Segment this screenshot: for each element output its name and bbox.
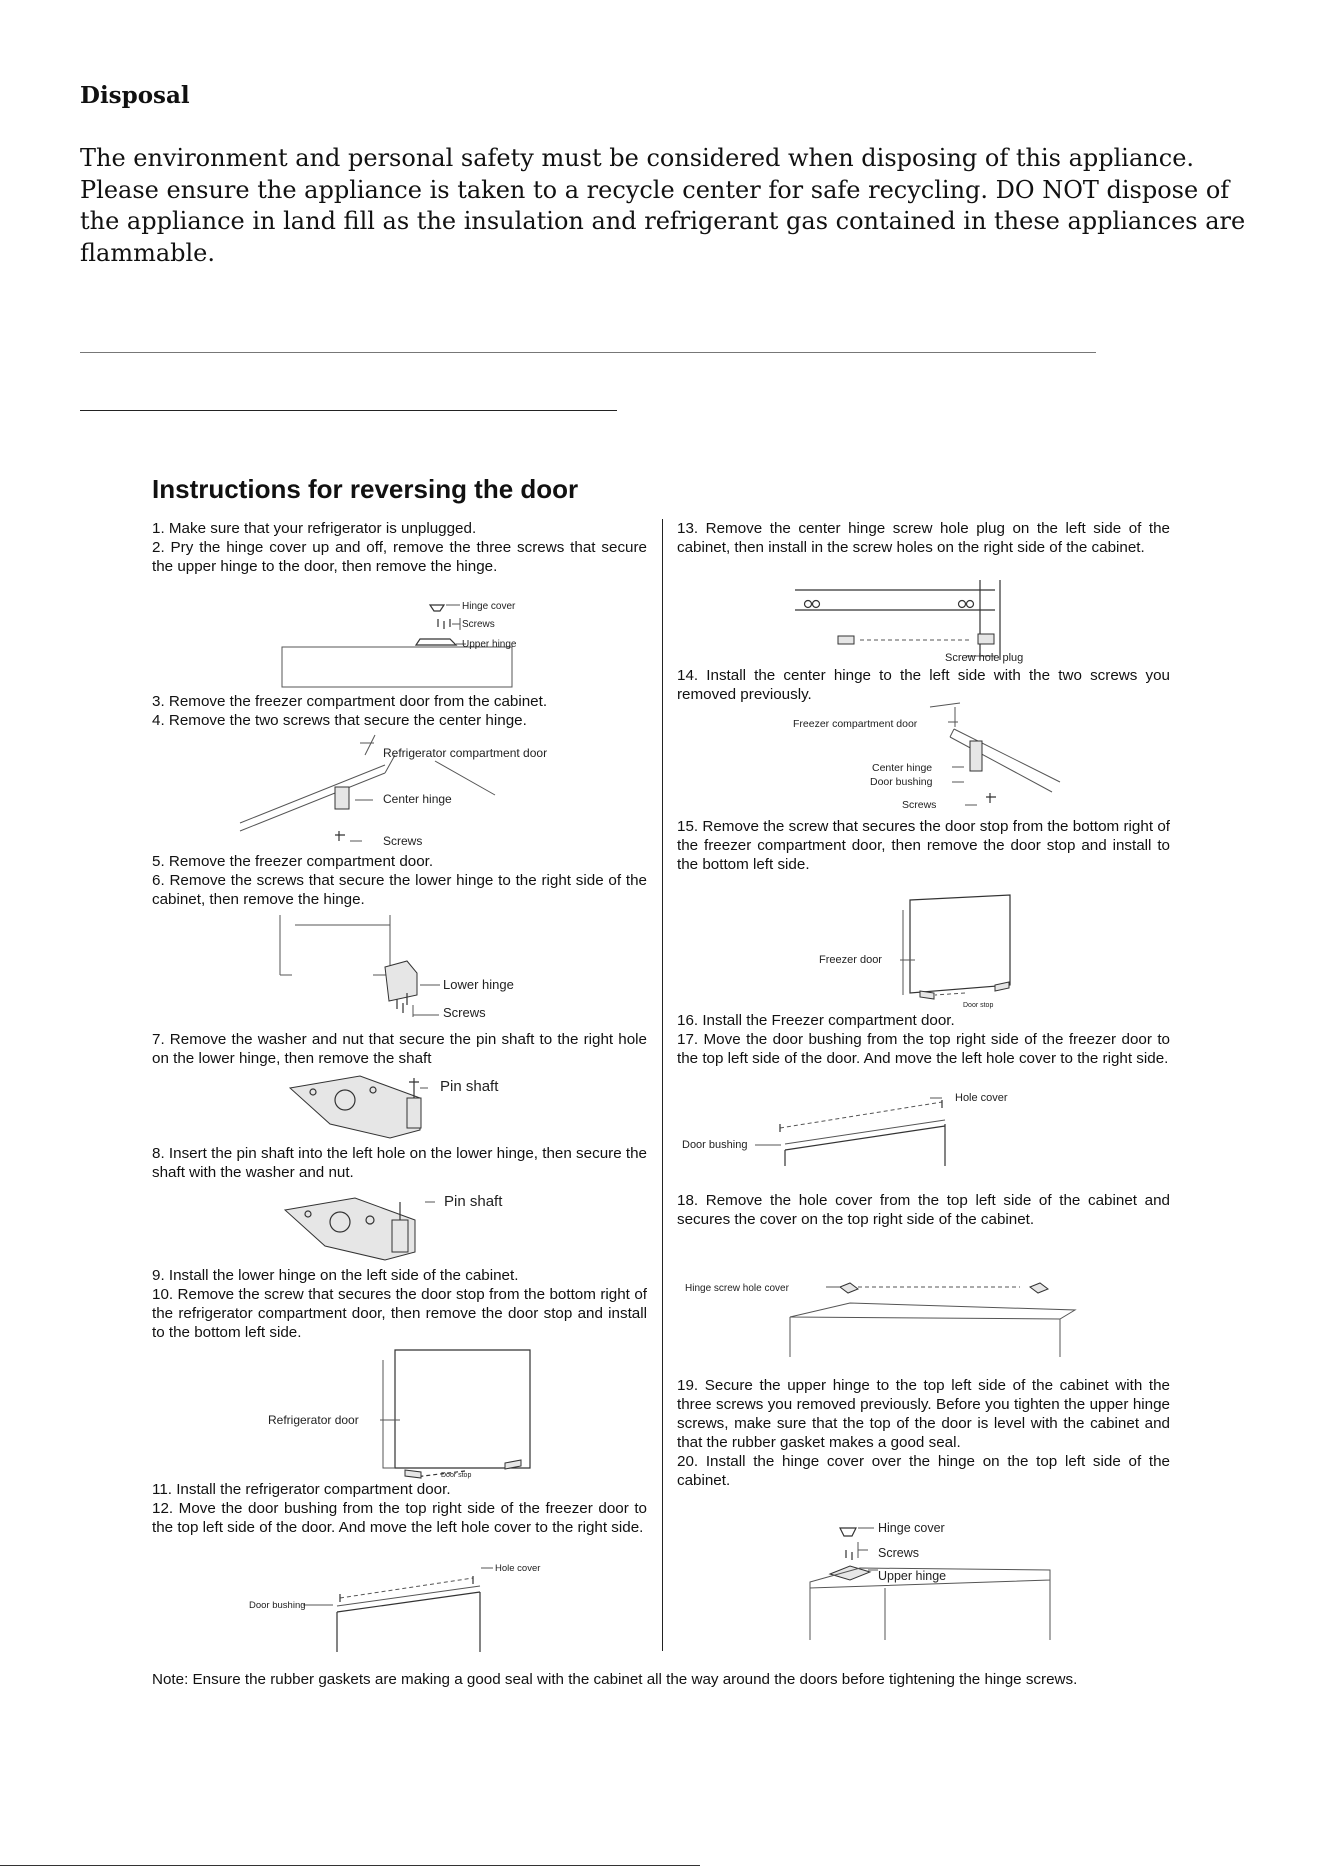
figure-lower-hinge (275, 915, 535, 1025)
label-door-bushing: Door bushing (249, 1600, 306, 1611)
label-center-hinge-right: Center hinge (872, 762, 933, 774)
step-14-text: 14. Install the center hinge to the left side with the two screws you removed previously. (677, 667, 1170, 703)
door-stop-right-b (995, 982, 1009, 991)
step-3-4 (152, 692, 647, 730)
step-8-text: 8. Insert the pin shaft into the left hole on the lower hinge, then secure the shaft with the washer and nut. (152, 1145, 647, 1181)
figure-door-bushing-right (680, 1088, 1020, 1168)
screws-shape-b (846, 1550, 852, 1560)
pin-shaft-shape-b (392, 1220, 408, 1252)
label-screws-right: Screws (902, 799, 937, 811)
center-hinge-right-shape (970, 741, 982, 771)
lower-hinge-shape (385, 961, 417, 1001)
label-freezer-compartment-door: Freezer compartment door (793, 718, 918, 730)
step-11: 11. Install the refrigerator compartment door. (152, 1481, 451, 1498)
figure-pin-shaft-right (285, 1068, 535, 1140)
step-2: 2. Pry the hinge cover up and off, remove the three screws that secure the upper hinge to the door, then remove the hinge. (152, 539, 647, 575)
step-13 (677, 519, 1170, 557)
figure-hinge-screw-hole-cover (680, 1275, 1070, 1360)
step-19-20 (677, 1376, 1170, 1490)
divider-line-short (80, 410, 617, 411)
step-18 (677, 1191, 1170, 1229)
step-15-text: 15. Remove the screw that secures the door stop from the bottom right of the freezer compartment door, then remove the door stop and install to the bottom left side. (677, 818, 1170, 873)
label-screws-c: Screws (443, 1005, 486, 1020)
step-12: 12. Move the door bushing from the top right side of the freezer door to the top left side of the door. And move the left hole cover to the right side. (152, 1500, 647, 1536)
step-17: 17. Move the door bushing from the top right side of the freezer door to the top left side of the door. And move the left hole cover to the right side. (677, 1031, 1170, 1067)
label-door-stop: Door stop (441, 1472, 472, 1479)
figure-screw-hole-plug (790, 580, 1060, 665)
note-text: Note: Ensure the rubber gaskets are making a good seal with the cabinet all the way around the doors before tightening the hinge screws. (152, 1671, 1078, 1688)
label-upper-hinge-m: Upper hinge (878, 1569, 947, 1583)
figure-pin-shaft-left (280, 1190, 540, 1262)
label-pin-shaft: Pin shaft (440, 1078, 499, 1095)
label-refrigerator-compartment-door: Refrigerator compartment door (383, 746, 548, 760)
door-stop-left-b (920, 991, 934, 999)
step-18-text: 18. Remove the hole cover from the top left side of the cabinet and secures the cover on the top right side of the cabinet. (677, 1192, 1170, 1228)
label-lower-hinge: Lower hinge (443, 977, 514, 992)
figure-door-bushing-left (245, 1558, 555, 1653)
label-hole-cover-k: Hole cover (955, 1092, 1008, 1104)
label-center-hinge: Center hinge (383, 792, 452, 806)
step-7 (152, 1030, 647, 1068)
upper-hinge-shape (416, 639, 456, 645)
label-freezer-door: Freezer door (819, 954, 882, 966)
label-screws-m: Screws (878, 1546, 919, 1560)
instructions-heading: Instructions for reversing the door (152, 474, 579, 504)
screw-hole-plug-shape (838, 636, 854, 644)
step-11-12 (152, 1480, 647, 1537)
step-6: 6. Remove the screws that secure the lower hinge to the right side of the cabinet, then remove the hinge. (152, 872, 647, 908)
step-9-10 (152, 1266, 647, 1342)
label-screws: Screws (462, 619, 495, 630)
figure-upper-hinge (270, 595, 570, 690)
label-screw-hole-plug: Screw hole plug (945, 652, 1024, 664)
figure-refrigerator-door (265, 1345, 545, 1480)
pin-shaft-shape (407, 1098, 421, 1128)
figure-center-hinge (235, 735, 595, 850)
disposal-heading: Disposal (80, 82, 190, 109)
freezer-door-shape (910, 895, 1010, 993)
center-hinge-shape (335, 787, 349, 809)
label-pin-shaft-b: Pin shaft (444, 1193, 503, 1210)
label-door-bushing-k: Door bushing (682, 1139, 748, 1151)
step-20: 20. Install the hinge cover over the hinge on the top left side of the cabinet. (677, 1453, 1170, 1489)
label-screws-b: Screws (383, 834, 423, 848)
refrigerator-door-shape (395, 1350, 530, 1468)
step-1: 1. Make sure that your refrigerator is unplugged. (152, 520, 477, 537)
step-13-text: 13. Remove the center hinge screw hole plug on the left side of the cabinet, then install in the screw holes on the right side of the cabinet. (677, 520, 1170, 556)
label-refrigerator-door: Refrigerator door (268, 1413, 359, 1427)
label-hole-cover: Hole cover (495, 1563, 541, 1574)
step-1-2 (152, 519, 647, 576)
figure-center-hinge-right (790, 707, 1070, 812)
door-stop-left (405, 1470, 421, 1478)
screws-right-shape (986, 793, 996, 803)
step-4: 4. Remove the two screws that secure the center hinge. (152, 712, 527, 729)
column-divider (662, 519, 663, 1651)
step-16-17 (677, 1011, 1170, 1068)
label-door-bushing-right: Door bushing (870, 776, 933, 788)
step-5-6 (152, 852, 647, 909)
step-15 (677, 817, 1170, 874)
step-3: 3. Remove the freezer compartment door from the cabinet. (152, 693, 548, 710)
hole-cover-right-shape (1030, 1283, 1048, 1293)
label-hinge-cover-m: Hinge cover (878, 1521, 945, 1535)
figure-upper-hinge-install (800, 1518, 1060, 1643)
hole-cover-left-shape (840, 1283, 858, 1293)
hinge-cover-shape-b (840, 1528, 856, 1536)
footer-line (0, 1865, 700, 1866)
screws-shape (438, 619, 450, 629)
label-hinge-cover: Hinge cover (462, 601, 516, 612)
step-14 (677, 666, 1170, 704)
screw-hole-plug-shape-b (978, 634, 994, 644)
step-5: 5. Remove the freezer compartment door. (152, 853, 434, 870)
divider-line (80, 352, 1096, 353)
disposal-paragraph: The environment and personal safety must be considered when disposing of this appliance. Please ensure the appliance is taken to a recycle center for safe recycling. DO NOT dispose of the appliance in land fill as the insulation and refrigerant gas contained in these appliances are flammable. (80, 144, 1246, 267)
cabinet-top-outline (282, 647, 512, 687)
lower-hinge-plate (290, 1076, 420, 1138)
step-8 (152, 1144, 647, 1182)
step-10: 10. Remove the screw that secures the door stop from the bottom right of the refrigerator compartment door, then remove the door stop and install to the bottom left side. (152, 1286, 647, 1341)
step-16: 16. Install the Freezer compartment door. (677, 1012, 955, 1029)
label-hinge-screw-hole-cover: Hinge screw hole cover (685, 1283, 789, 1294)
hinge-cover-shape (430, 605, 444, 611)
label-door-stop-b: Door stop (963, 1002, 994, 1009)
label-upper-hinge: Upper hinge (462, 639, 517, 650)
step-19: 19. Secure the upper hinge to the top left side of the cabinet with the three screws you removed previously. Before you tighten the upper hinge screws, make sure that the top of the door is level with the cabinet and that the rubber gasket makes a good seal. (677, 1377, 1170, 1451)
step-7-text: 7. Remove the washer and nut that secure the pin shaft to the right hole on the lower hinge, then remove the shaft (152, 1031, 647, 1067)
step-9: 9. Install the lower hinge on the left side of the cabinet. (152, 1267, 519, 1284)
screws-shape (335, 831, 345, 841)
figure-freezer-door (815, 895, 1055, 1015)
